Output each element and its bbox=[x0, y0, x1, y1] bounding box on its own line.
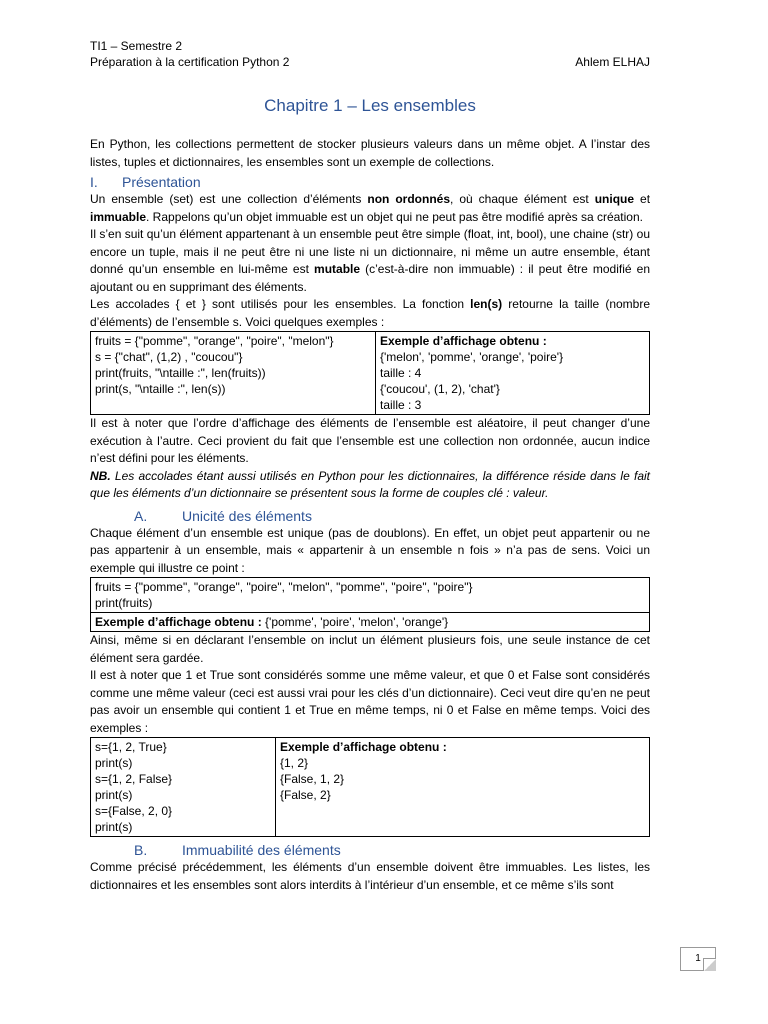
nb-paragraph bbox=[90, 468, 650, 503]
example-table-1 bbox=[90, 331, 650, 415]
output-line: {False, 1, 2} bbox=[280, 772, 345, 786]
output-line: {'pomme', 'poire', 'melon', 'orange'} bbox=[261, 615, 449, 629]
section-heading-presentation bbox=[90, 173, 650, 191]
page-number: 1 bbox=[680, 947, 716, 971]
header-line2 bbox=[90, 54, 650, 70]
page-fold-icon bbox=[703, 958, 716, 971]
output-line: taille : 3 bbox=[380, 398, 422, 412]
code-line: s={False, 2, 0} bbox=[95, 804, 173, 818]
text-run: Un ensemble (set) est une collection d’éléments bbox=[90, 192, 368, 206]
unicite-paragraph-3: Il est à noter que 1 et True sont considérés somme une même valeur, et que 0 et False sont considérés comme une même valeur (ceci est aussi vrai pour les clés d’un dictionnaire). Ceci veut dire qu’en ne peut pas avoir un ensemble qui contient 1 et True en même temps, ni 0 et False en même temps. Voici des exemples : bbox=[90, 668, 650, 735]
code-line: print(fruits) bbox=[95, 596, 153, 610]
unicite-paragraph-1: Chaque élément d’un ensemble est unique (pas de doublons). En effet, un objet peut appartenir ou ne pas appartenir à un ensemble, mais « appartenir à un ensemble n fois » n’a pas de sens. Voici un exemple qui illustre ce point : bbox=[90, 525, 650, 575]
section-heading-unicite bbox=[90, 507, 650, 525]
code-line: print(s, "\ntaille :", len(s)) bbox=[95, 382, 226, 396]
output-cell bbox=[376, 332, 650, 415]
text-run: Les accolades { et } sont utilisés pour les ensembles. La fonction bbox=[90, 297, 471, 311]
immuabilite-paragraph-1: Comme précisé précédemment, les éléments d’un ensemble doivent être immuables. Les listes, les dictionnaires et les ensembles sont alors interdits à l’intérieur d’un ensemble, et ce même s’ils sont bbox=[90, 860, 650, 892]
code-line: print(s) bbox=[95, 820, 133, 834]
nb-label: NB. bbox=[90, 468, 111, 483]
presentation-paragraph-3 bbox=[90, 296, 650, 331]
bold-term: unique bbox=[594, 192, 635, 206]
section-number: I. bbox=[90, 174, 98, 190]
code-line: print(s) bbox=[95, 756, 133, 770]
bold-term: mutable bbox=[314, 262, 361, 276]
header-author: Ahlem ELHAJ bbox=[575, 55, 650, 69]
output-line: {1, 2} bbox=[280, 756, 309, 770]
section-number: A. bbox=[134, 507, 148, 524]
output-cell bbox=[91, 613, 650, 632]
bold-term: len(s) bbox=[470, 297, 503, 311]
section-title: Présentation bbox=[122, 174, 201, 190]
example-table-2 bbox=[90, 577, 650, 632]
header-subtitle: Préparation à la certification Python 2 bbox=[90, 55, 290, 69]
nb-text: Les accolades étant aussi utilisés en Python pour les dictionnaires, la différence réside dans le fait que les éléments d’un dictionnaire se présentent sous la forme de couples clé : valeur. bbox=[90, 468, 650, 500]
intro-paragraph: En Python, les collections permettent de stocker plusieurs valeurs dans un même objet. A l’instar des listes, tuples et dictionnaires, les ensembles sont un exemple de collections. bbox=[90, 137, 650, 169]
output-title: Exemple d’affichage obtenu : bbox=[280, 740, 447, 754]
output-line: taille : 4 bbox=[380, 366, 422, 380]
output-line: {'melon', 'pomme', 'orange', 'poire'} bbox=[380, 350, 564, 364]
output-line: {False, 2} bbox=[280, 788, 331, 802]
text-run: , où chaque élément est bbox=[450, 192, 595, 206]
presentation-paragraph-2 bbox=[90, 226, 650, 296]
chapter-title: Chapitre 1 – Les ensembles bbox=[264, 96, 476, 115]
code-line: s={1, 2, False} bbox=[95, 772, 173, 786]
code-line: s = {"chat", (1,2) , "coucou"} bbox=[95, 350, 243, 364]
code-cell bbox=[91, 738, 276, 837]
code-line: s={1, 2, True} bbox=[95, 740, 167, 754]
code-line: fruits = {"pomme", "orange", "poire", "melon", "pomme", "poire", "poire"} bbox=[95, 580, 473, 594]
presentation-paragraph-1 bbox=[90, 191, 650, 226]
code-cell bbox=[91, 578, 650, 613]
output-title: Exemple d’affichage obtenu : bbox=[380, 334, 547, 348]
output-title: Exemple d’affichage obtenu : bbox=[95, 615, 262, 629]
text-run: et bbox=[634, 192, 651, 206]
unicite-paragraph-2: Ainsi, même si en déclarant l’ensemble on inclut un élément plusieurs fois, une seule instance de cet élément sera gardée. bbox=[90, 633, 650, 665]
code-cell bbox=[91, 332, 376, 415]
code-line: fruits = {"pomme", "orange", "poire", "melon"} bbox=[95, 334, 334, 348]
section-title: Unicité des éléments bbox=[182, 507, 312, 524]
example-table-3 bbox=[90, 737, 650, 837]
section-number: B. bbox=[134, 842, 148, 858]
section-title: Immuabilité des éléments bbox=[182, 842, 341, 858]
header-line1 bbox=[90, 38, 650, 54]
header-course: TI1 – Semestre 2 bbox=[90, 39, 183, 53]
output-line: {'coucou', (1, 2), 'chat'} bbox=[380, 382, 500, 396]
code-line: print(fruits, "\ntaille :", len(fruits)) bbox=[95, 366, 266, 380]
bold-term: non ordonnés bbox=[367, 192, 451, 206]
text-run: Il s’en suit qu’un élément appartenant à un ensemble peut être simple (float, int, bool), une chaine (str) ou encore un tuple, mais il ne peut être ni une liste ni un dictionnaire, ni même un autre ensemble, étant donné qu’un ensemble en lui-même est bbox=[90, 227, 650, 276]
order-paragraph: Il est à noter que l’ordre d’affichage des éléments de l’ensemble est aléatoire, il peut changer d’une exécution à l’autre. Ceci provient du fait que l’ensemble est une collection non ordonnée, aucun indice n’est défini pour les éléments. bbox=[90, 416, 650, 465]
text-run: . Rappelons qu’un objet immuable est un objet qui ne peut pas être modifié après sa création. bbox=[146, 209, 643, 224]
text-run: retourne la taille (nombre d’éléments) de l’ensemble s. Voici quelques exemples : bbox=[90, 297, 650, 329]
code-line: print(s) bbox=[95, 788, 133, 802]
bold-term: immuable bbox=[90, 209, 147, 224]
text-run: (c’est-à-dire non immuable) : il peut être modifié en ajoutant ou en supprimant des éléments. bbox=[90, 262, 651, 294]
section-heading-immuabilite bbox=[90, 841, 650, 859]
document-page bbox=[90, 38, 650, 894]
output-cell bbox=[276, 738, 650, 837]
